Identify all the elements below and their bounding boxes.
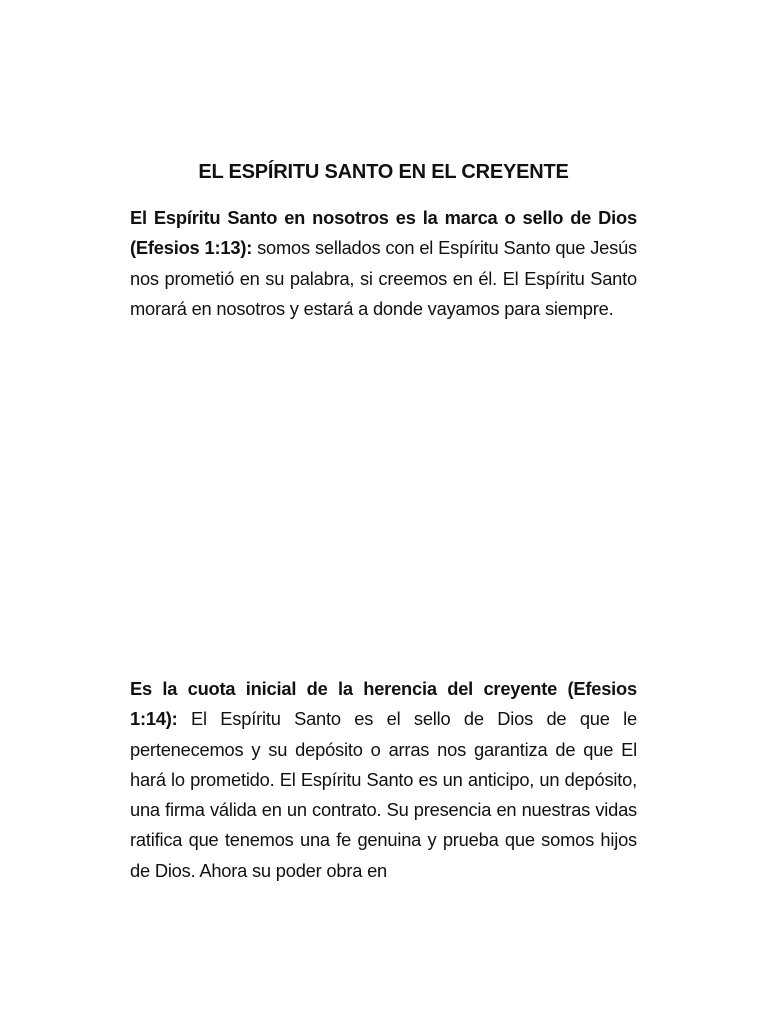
paragraph-body: El Espíritu Santo es el sello de Dios de que le pertenecemos y su depósito o arras nos garantiza de que El hará lo prometido. El Espíritu Santo es un anticipo, un depósito, una firma válida en un contrato. Su presencia en nuestras vidas ratifica que tenemos una fe genuina y prueba que somos hijos de Dios. Ahora su poder obra en [130, 708, 637, 881]
paragraph-seal [130, 203, 637, 324]
page-title: EL ESPÍRITU SANTO EN EL CREYENTE [198, 161, 569, 183]
paragraph-heading: Es la cuota inicial de la herencia del creyente (Efesios 1:14): [130, 678, 637, 730]
paragraph-heading: El Espíritu Santo en nosotros es la marca o sello de Dios (Efesios 1:13): [130, 207, 637, 259]
paragraph-body: somos sellados con el Espíritu Santo que Jesús nos prometió en su palabra, si creemos en él. El Espíritu Santo morará en nosotros y estará a donde vayamos para siempre. [130, 237, 637, 319]
paragraph-inheritance [130, 674, 637, 886]
